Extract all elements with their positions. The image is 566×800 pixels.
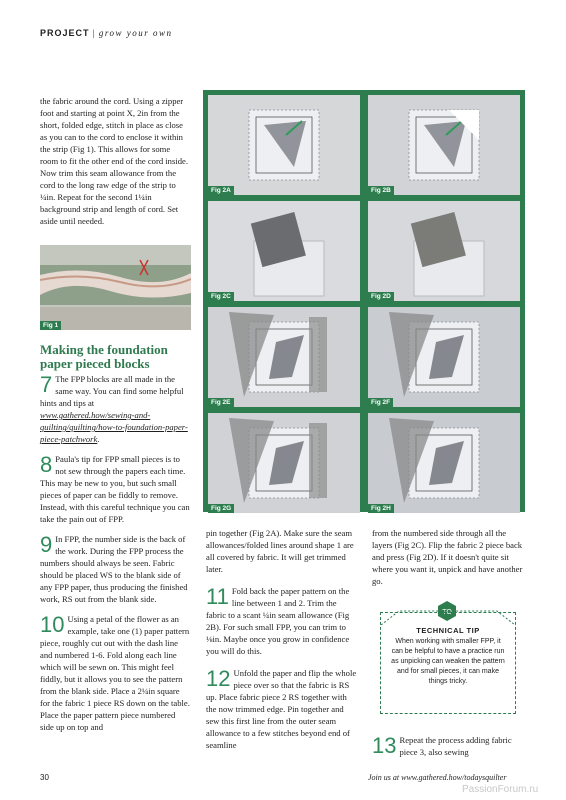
step-7-link[interactable]: www.gathered.how/sewing-and-quilting/quilting/how-to-foundation-paper-piece-patchwork bbox=[40, 410, 188, 444]
header-separator: | bbox=[92, 28, 96, 38]
fig-2-label-3: Fig 2C bbox=[208, 292, 234, 301]
fig-2-label-5: Fig 2E bbox=[208, 398, 234, 407]
step-9 bbox=[40, 533, 190, 605]
footer-join: Join us at www.gathered.how/todaysquilter bbox=[368, 773, 507, 782]
step-7-number: 7 bbox=[40, 372, 53, 397]
step-11-number: 11 bbox=[206, 584, 229, 609]
step-9-number: 9 bbox=[40, 532, 53, 557]
fig-2-illustration-8 bbox=[368, 413, 520, 513]
fig-2-photo-4 bbox=[368, 201, 520, 301]
fig-2-illustration-2 bbox=[368, 95, 520, 195]
fig-2-illustration-1 bbox=[208, 95, 360, 195]
fig-2-label-8: Fig 2H bbox=[368, 504, 394, 513]
page-number: 30 bbox=[40, 773, 49, 782]
step-10 bbox=[40, 613, 190, 733]
fig-2-photo-1 bbox=[208, 95, 360, 195]
fig-2-photo-6 bbox=[368, 307, 520, 407]
fig-2-label-2: Fig 2B bbox=[368, 186, 394, 195]
fig-2-illustration-7 bbox=[208, 413, 360, 513]
tip-hex-top bbox=[381, 605, 515, 625]
fig-2-label-6: Fig 2F bbox=[368, 398, 393, 407]
technical-tip-box bbox=[380, 612, 516, 714]
fig-2-photo-8 bbox=[368, 413, 520, 513]
column-2 bbox=[206, 527, 358, 751]
watermark: PassionForum.ru bbox=[462, 784, 539, 795]
tip-body: When working with smaller FPP, it can be helpful to have a practice run as unpicking can weaken the pattern and for small pieces, it can make things tricky. bbox=[391, 638, 505, 685]
fig-1-illustration bbox=[40, 245, 191, 330]
step-10-text: Using a petal of the flower as an example, take one (1) paper pattern piece, roughly cut out with the dash line and numbered 1-6. Fold along each line which will be sewn on. This might feel fiddly, but it allows you to see the pattern from the blank side. Place a 2¼in square for the fabric 1 piece RS down on the table. Place the paper pattern piece numbered side up on top and bbox=[40, 614, 190, 732]
tip-title: TECHNICAL TIP bbox=[416, 626, 480, 635]
step-9-text: In FPP, the number side is the back of the work. During the FPP process the numbers should always be seen. Fabric should be placed WS to the blank side of any FPP paper, thus producing the finished work, RS out from the blank side. bbox=[40, 534, 188, 604]
fig-2-photo-2 bbox=[368, 95, 520, 195]
fig-2-illustration-6 bbox=[368, 307, 520, 407]
fig-2-illustration-5 bbox=[208, 307, 360, 407]
step-7 bbox=[40, 373, 190, 445]
step-11 bbox=[206, 585, 358, 657]
fig-2-label-1: Fig 2A bbox=[208, 186, 234, 195]
step-13-text: Repeat the process adding fabric piece 3, also sewing bbox=[399, 735, 512, 757]
fig-2-photo-5 bbox=[208, 307, 360, 407]
step-8 bbox=[40, 453, 190, 525]
header-project: PROJECT bbox=[40, 28, 90, 38]
step-7-end: . bbox=[97, 434, 100, 444]
column-1-intro bbox=[40, 95, 190, 227]
fig-2-illustration-3 bbox=[208, 201, 360, 301]
fig-2-label-7: Fig 2G bbox=[208, 504, 234, 513]
step-12 bbox=[206, 667, 358, 751]
fig-2-panel bbox=[203, 90, 525, 512]
step-12-text: Unfold the paper and flip the whole piece over so that the fabric is RS up. Place fabric piece 2 RS together with the now trimmed edge. Pin together and sew this first line from the outer seam allowance to a few stitches beyond end of seamline bbox=[206, 668, 357, 750]
step-8-number: 8 bbox=[40, 452, 53, 477]
step-10-number: 10 bbox=[40, 612, 65, 637]
step-13 bbox=[372, 734, 524, 758]
step-11-text: Fold back the paper pattern on the line between 1 and 2. Trim the fabric to a scant ¼in seam allowance (Fig 2B). For such small FPP, you can trim to ⅛in. Maybe once you grow in confidence you will do this. bbox=[206, 586, 350, 656]
fig-2-label-4: Fig 2D bbox=[368, 292, 394, 301]
step-8-text: Paula's tip for FPP small pieces is to not sew through the papers each time. This may be new to you, but such small pieces of paper can be fiddly to remove. Instead, with this careful technique you can take the pain out of FPP. bbox=[40, 454, 190, 524]
header-section: grow your own bbox=[98, 28, 173, 38]
step-13-number: 13 bbox=[372, 733, 397, 758]
column-1-steps bbox=[40, 343, 190, 733]
col3-intro: from the numbered side through all the layers (Fig 2C). Flip the fabric 2 piece back and press (Fig 2D). If it doesn't quite sit where you want it, unpick and have another go. bbox=[372, 528, 523, 586]
fig-1-photo bbox=[40, 245, 191, 330]
fig-2-photo-7 bbox=[208, 413, 360, 513]
fig-2-illustration-4 bbox=[368, 201, 520, 301]
tip-badge-text: TO bbox=[442, 609, 452, 616]
col1-intro-text: the fabric around the cord. Using a zipper foot and starting at point X, 2in from the short, folded edge, stitch in place as close as you can to the cord to enclose it within the strip (Fig 1). This allows for some room to fit the other end of the cord inside. Now trim this seam allowance from the cord to the long raw edge of the strip to ¼in. Repeat for the second 1¼in background strip and length of cord. Set aside until needed. bbox=[40, 96, 188, 226]
step-7-text: The FPP blocks are all made in the same way. You can find some helpful hints and tips at bbox=[40, 374, 184, 408]
col2-intro: pin together (Fig 2A). Make sure the seam allowances/folded lines around shape 1 are all covered by fabric. It will get trimmed later. bbox=[206, 528, 354, 574]
fig-2-photo-3 bbox=[208, 201, 360, 301]
fig-1-label: Fig 1 bbox=[40, 321, 61, 330]
section-heading: Making the foundation paper pieced blocks bbox=[40, 342, 168, 371]
column-3 bbox=[372, 527, 524, 587]
step-12-number: 12 bbox=[206, 666, 231, 691]
page-header bbox=[40, 28, 173, 38]
